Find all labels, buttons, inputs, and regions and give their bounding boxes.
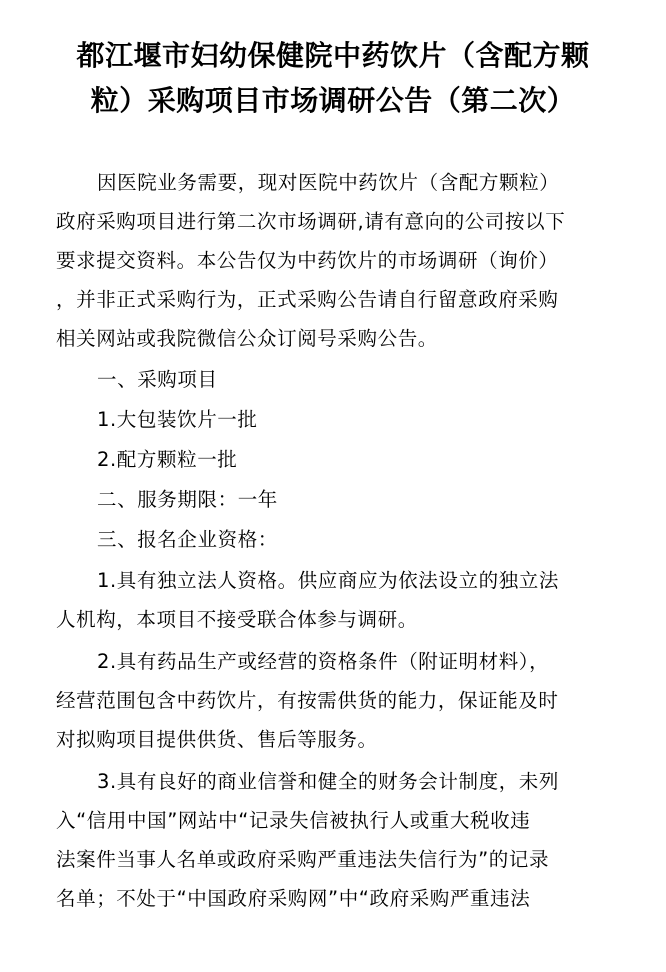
paragraph-line: ，并非正式采购行为，正式采购公告请自行留意政府采购 — [56, 288, 559, 311]
section-heading: 二、服务期限：一年 — [97, 488, 278, 511]
paragraph-line: 相关网站或我院微信公众订阅号采购公告。 — [56, 327, 438, 350]
paragraph-line: 入“信用中国”网站中“记录失信被执行人或重大税收违 — [56, 809, 531, 832]
paragraph-line: 法案件当事人名单或政府采购严重违法失信行为”的记录 — [56, 848, 550, 871]
paragraph-line: 对拟购项目提供供货、售后等服务。 — [56, 728, 378, 751]
paragraph-line: 经营范围包含中药饮片，有按需供货的能力，保证能及时 — [56, 689, 559, 712]
list-item: 1.大包装饮片一批 — [97, 408, 258, 431]
paragraph-line: 人机构，本项目不接受联合体参与调研。 — [56, 608, 418, 631]
section-heading: 一、采购项目 — [97, 368, 218, 391]
document-title-line-2: 粒）采购项目市场调研公告（第二次） — [90, 84, 576, 117]
section-heading: 三、报名企业资格： — [97, 528, 278, 551]
paragraph-line: 1.具有独立法人资格。供应商应为依法设立的独立法 — [97, 569, 560, 592]
paragraph-line: 2.具有药品生产或经营的资格条件（附证明材料）， — [97, 650, 550, 673]
paragraph-line: 因医院业务需要，现对医院中药饮片（含配方颗粒） — [97, 171, 560, 194]
list-item: 2.配方颗粒一批 — [97, 448, 238, 471]
paragraph-line: 要求提交资料。本公告仅为中药饮片的市场调研（询价） — [56, 249, 559, 272]
paragraph-line: 3.具有良好的商业信誉和健全的财务会计制度，未列 — [97, 770, 560, 793]
paragraph-line: 政府采购项目进行第二次市场调研,请有意向的公司按以下 — [56, 210, 566, 233]
paragraph-line: 名单；不处于“中国政府采购网”中“政府采购严重违法 — [56, 887, 531, 910]
document-title-line-1: 都江堰市妇幼保健院中药饮片（含配方颗 — [76, 39, 590, 72]
